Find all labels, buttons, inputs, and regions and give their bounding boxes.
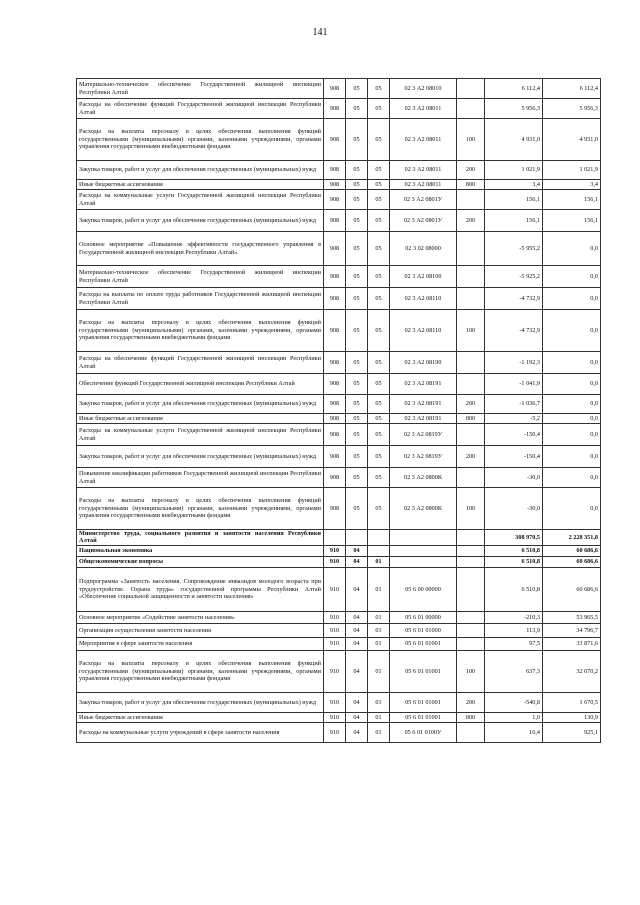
- row-target-article: 02 3 А2 0801У: [390, 210, 457, 232]
- row-subsection: 01: [368, 692, 390, 712]
- row-amount-change: -5 925,2: [485, 266, 543, 288]
- row-description: Мероприятия в сфере занятости населения: [77, 637, 324, 650]
- row-ministry-code: 908: [324, 79, 346, 99]
- row-target-article: 02 3 А2 08190: [390, 352, 457, 374]
- row-subsection: 01: [368, 556, 390, 567]
- row-section: 05: [346, 161, 368, 180]
- table-row: [77, 712, 601, 722]
- row-subsection: 05: [368, 488, 390, 530]
- budget-table-body: [77, 79, 601, 743]
- row-subsection: 05: [368, 395, 390, 414]
- row-subsection: 05: [368, 374, 390, 395]
- row-ministry-code: 908: [324, 414, 346, 424]
- table-row: [77, 210, 601, 232]
- row-amount-change: 113,9: [485, 623, 543, 637]
- row-amount-change: 6 510,8: [485, 545, 543, 556]
- row-subsection: 05: [368, 424, 390, 446]
- row-subsection: 05: [368, 99, 390, 119]
- row-section: 05: [346, 395, 368, 414]
- row-target-article: 02 3 А2 0819У: [390, 424, 457, 446]
- row-expense-type: [457, 99, 485, 119]
- row-target-article: 02 3 А2 08011: [390, 180, 457, 190]
- row-description: Организация осуществления занятости населения: [77, 623, 324, 637]
- row-section: 05: [346, 488, 368, 530]
- row-section: 05: [346, 99, 368, 119]
- row-amount-total: 1 021,9: [543, 161, 601, 180]
- row-target-article: [390, 545, 457, 556]
- row-section: 04: [346, 567, 368, 611]
- row-expense-type: 200: [457, 395, 485, 414]
- row-amount-change: 308 970,5: [485, 530, 543, 546]
- row-ministry-code: 910: [324, 611, 346, 623]
- row-target-article: 02 3 А2 08110: [390, 288, 457, 310]
- table-row: [77, 180, 601, 190]
- row-description: Расходы на обеспечение функций Государственной жилищной инспекции Республики Алтай: [77, 352, 324, 374]
- row-section: 05: [346, 424, 368, 446]
- row-ministry-code: 908: [324, 210, 346, 232]
- row-subsection: 05: [368, 310, 390, 352]
- row-amount-change: 1 021,9: [485, 161, 543, 180]
- budget-table: [76, 78, 601, 743]
- row-expense-type: [457, 530, 485, 546]
- row-target-article: 02 3 А2 08010: [390, 79, 457, 99]
- row-amount-change: 4 931,0: [485, 119, 543, 161]
- row-section: 05: [346, 446, 368, 468]
- row-ministry-code: 908: [324, 488, 346, 530]
- row-target-article: 02 3 А2 08191: [390, 374, 457, 395]
- row-subsection: 05: [368, 180, 390, 190]
- row-description: Закупка товаров, работ и услуг для обеспечения государственных (муниципальных) нужд: [77, 446, 324, 468]
- row-section: 04: [346, 692, 368, 712]
- table-row: [77, 414, 601, 424]
- table-row: [77, 232, 601, 266]
- row-target-article: [390, 556, 457, 567]
- row-expense-type: [457, 288, 485, 310]
- row-target-article: 05 6 01 01001: [390, 712, 457, 722]
- row-description: Материально-техническое обеспечение Государственной жилищной инспекции Республики Алтай: [77, 266, 324, 288]
- row-section: 04: [346, 712, 368, 722]
- row-section: 04: [346, 637, 368, 650]
- row-description: Расходы на обеспечение функций Государственной жилищной инспекции Республики Алтай: [77, 99, 324, 119]
- row-amount-change: -5 955,2: [485, 232, 543, 266]
- row-section: 04: [346, 623, 368, 637]
- row-ministry-code: 908: [324, 190, 346, 210]
- row-subsection: 05: [368, 414, 390, 424]
- row-ministry-code: 910: [324, 692, 346, 712]
- table-row: [77, 623, 601, 637]
- row-subsection: 05: [368, 446, 390, 468]
- row-description: Министерство труда, социального развития и занятости населения Республики Алтай: [77, 530, 324, 546]
- row-target-article: 02 3 А2 08191: [390, 395, 457, 414]
- row-description: Национальная экономика: [77, 545, 324, 556]
- row-description: Иные бюджетные ассигнования: [77, 414, 324, 424]
- row-amount-total: 156,1: [543, 210, 601, 232]
- row-target-article: 05 6 01 01001: [390, 637, 457, 650]
- row-section: 05: [346, 232, 368, 266]
- row-description: Расходы на выплаты персоналу в целях обеспечения выполнения функций государственными (муниципальными) органами, казенными учреждениями, органами управления государственными внебюджетными фондами: [77, 119, 324, 161]
- row-target-article: 05 6 01 01000: [390, 623, 457, 637]
- row-amount-total: 0,0: [543, 468, 601, 488]
- row-amount-change: -540,8: [485, 692, 543, 712]
- row-amount-total: 1 670,5: [543, 692, 601, 712]
- row-ministry-code: 908: [324, 180, 346, 190]
- row-section: 05: [346, 79, 368, 99]
- row-expense-type: [457, 722, 485, 742]
- row-amount-total: 2 228 351,8: [543, 530, 601, 546]
- row-ministry-code: 908: [324, 232, 346, 266]
- row-amount-change: 1,0: [485, 712, 543, 722]
- row-target-article: [390, 530, 457, 546]
- row-expense-type: [457, 190, 485, 210]
- row-expense-type: [457, 623, 485, 637]
- row-expense-type: [457, 637, 485, 650]
- row-amount-total: 156,1: [543, 190, 601, 210]
- table-row: [77, 119, 601, 161]
- row-section: 05: [346, 468, 368, 488]
- row-subsection: 05: [368, 190, 390, 210]
- row-amount-change: 97,5: [485, 637, 543, 650]
- row-section: 05: [346, 414, 368, 424]
- row-amount-change: 6 112,4: [485, 79, 543, 99]
- table-row: [77, 374, 601, 395]
- row-amount-change: -150,4: [485, 424, 543, 446]
- row-description: Закупка товаров, работ и услуг для обеспечения государственных (муниципальных) нужд: [77, 395, 324, 414]
- row-amount-total: 0,0: [543, 232, 601, 266]
- row-ministry-code: 910: [324, 556, 346, 567]
- row-section: 05: [346, 288, 368, 310]
- table-row: [77, 530, 601, 546]
- row-target-article: 05 6 01 01001: [390, 692, 457, 712]
- row-subsection: 01: [368, 722, 390, 742]
- row-amount-total: 0,0: [543, 414, 601, 424]
- row-amount-total: 0,0: [543, 424, 601, 446]
- row-subsection: 05: [368, 468, 390, 488]
- row-amount-change: -30,0: [485, 488, 543, 530]
- row-ministry-code: 908: [324, 288, 346, 310]
- row-amount-change: 16,4: [485, 722, 543, 742]
- row-ministry-code: 910: [324, 623, 346, 637]
- row-ministry-code: [324, 530, 346, 546]
- row-description: Закупка товаров, работ и услуг для обеспечения государственных (муниципальных) нужд: [77, 161, 324, 180]
- row-expense-type: 200: [457, 161, 485, 180]
- row-target-article: 02 3 А2 0819У: [390, 446, 457, 468]
- row-section: 04: [346, 545, 368, 556]
- row-section: 05: [346, 119, 368, 161]
- row-target-article: 02 3 А2 08011: [390, 119, 457, 161]
- table-row: [77, 488, 601, 530]
- table-row: [77, 637, 601, 650]
- row-ministry-code: 908: [324, 161, 346, 180]
- row-section: 04: [346, 556, 368, 567]
- row-target-article: 05 6 01 0100У: [390, 722, 457, 742]
- row-expense-type: 800: [457, 180, 485, 190]
- row-description: Расходы на выплаты персоналу в целях обеспечения выполнения функций государственными (муниципальными) органами, казенными учреждениями, органами управления государственными внебюджетными фондами: [77, 310, 324, 352]
- row-description: Расходы на выплаты по оплате труда работников Государственной жилищной инспекции Республики Алтай: [77, 288, 324, 310]
- row-ministry-code: 910: [324, 650, 346, 692]
- row-expense-type: [457, 424, 485, 446]
- table-row: [77, 650, 601, 692]
- row-description: Закупка товаров, работ и услуг для обеспечения государственных (муниципальных) нужд: [77, 692, 324, 712]
- row-section: [346, 530, 368, 546]
- row-amount-change: -4 732,9: [485, 310, 543, 352]
- table-row: [77, 266, 601, 288]
- row-target-article: 02 3 02 08000: [390, 232, 457, 266]
- row-description: Основное мероприятие «Содействие занятости населения»: [77, 611, 324, 623]
- table-row: [77, 79, 601, 99]
- row-subsection: 01: [368, 650, 390, 692]
- row-ministry-code: 908: [324, 374, 346, 395]
- row-expense-type: [457, 545, 485, 556]
- table-row: [77, 99, 601, 119]
- row-amount-total: 0,0: [543, 352, 601, 374]
- row-ministry-code: 910: [324, 722, 346, 742]
- row-ministry-code: 908: [324, 446, 346, 468]
- row-amount-change: 156,1: [485, 210, 543, 232]
- row-subsection: 01: [368, 623, 390, 637]
- row-subsection: 05: [368, 352, 390, 374]
- row-target-article: 02 3 А2 08011: [390, 161, 457, 180]
- row-target-article: 02 3 А2 0800К: [390, 468, 457, 488]
- row-section: 05: [346, 352, 368, 374]
- row-target-article: 05 6 01 01001: [390, 650, 457, 692]
- row-target-article: 02 3 А2 08110: [390, 310, 457, 352]
- row-section: 04: [346, 650, 368, 692]
- row-description: Расходы на коммунальные услуги Государственной жилищной инспекции Республики Алтай: [77, 190, 324, 210]
- page-number: 141: [312, 27, 328, 38]
- row-ministry-code: 908: [324, 424, 346, 446]
- table-row: [77, 446, 601, 468]
- table-row: [77, 545, 601, 556]
- row-expense-type: [457, 468, 485, 488]
- row-ministry-code: 908: [324, 119, 346, 161]
- table-row: [77, 611, 601, 623]
- row-expense-type: 100: [457, 119, 485, 161]
- row-target-article: 02 3 А2 08011: [390, 99, 457, 119]
- row-subsection: 05: [368, 119, 390, 161]
- row-amount-total: 34 796,7: [543, 623, 601, 637]
- row-description: Расходы на коммунальные услуги Государственной жилищной инспекции Республики Алтай: [77, 424, 324, 446]
- row-expense-type: [457, 611, 485, 623]
- row-description: Основное мероприятие «Повышение эффективности государственного управления в Государственной жилищной инспекции Республики Алтай»: [77, 232, 324, 266]
- row-section: 04: [346, 722, 368, 742]
- row-target-article: 02 3 А2 08191: [390, 414, 457, 424]
- row-target-article: 02 3 А2 08100: [390, 266, 457, 288]
- row-amount-total: 0,0: [543, 266, 601, 288]
- row-subsection: 01: [368, 637, 390, 650]
- table-row: [77, 288, 601, 310]
- row-subsection: 05: [368, 266, 390, 288]
- row-description: Закупка товаров, работ и услуг для обеспечения государственных (муниципальных) нужд: [77, 210, 324, 232]
- table-row: [77, 395, 601, 414]
- row-amount-total: 5 956,3: [543, 99, 601, 119]
- row-expense-type: [457, 567, 485, 611]
- row-expense-type: 100: [457, 650, 485, 692]
- row-expense-type: [457, 352, 485, 374]
- row-expense-type: 100: [457, 488, 485, 530]
- row-amount-change: -1 192,3: [485, 352, 543, 374]
- row-amount-total: 53 965,5: [543, 611, 601, 623]
- row-amount-total: 60 686,6: [543, 567, 601, 611]
- table-row: [77, 190, 601, 210]
- row-target-article: 02 3 А2 0801У: [390, 190, 457, 210]
- row-amount-total: 60 686,6: [543, 545, 601, 556]
- row-ministry-code: 908: [324, 266, 346, 288]
- row-subsection: [368, 545, 390, 556]
- row-expense-type: 200: [457, 210, 485, 232]
- row-amount-change: 637,3: [485, 650, 543, 692]
- row-expense-type: [457, 556, 485, 567]
- row-amount-total: 0,0: [543, 310, 601, 352]
- row-amount-total: 0,0: [543, 488, 601, 530]
- row-subsection: 05: [368, 210, 390, 232]
- row-section: 05: [346, 180, 368, 190]
- row-expense-type: [457, 79, 485, 99]
- row-amount-total: 130,9: [543, 712, 601, 722]
- row-description: Иные бюджетные ассигнования: [77, 712, 324, 722]
- row-description: Обеспечение функций Государственной жилищной инспекции Республики Алтай: [77, 374, 324, 395]
- table-row: [77, 468, 601, 488]
- row-amount-change: 3,4: [485, 180, 543, 190]
- row-section: 05: [346, 210, 368, 232]
- row-description: Расходы на выплаты персоналу в целях обеспечения выполнения функций государственными (муниципальными) органами, казенными учреждениями, органами управления государственными внебюджетными фондами: [77, 488, 324, 530]
- row-amount-total: 925,1: [543, 722, 601, 742]
- row-section: 05: [346, 190, 368, 210]
- row-section: 05: [346, 374, 368, 395]
- row-subsection: [368, 530, 390, 546]
- row-expense-type: 200: [457, 446, 485, 468]
- row-amount-change: 156,1: [485, 190, 543, 210]
- row-subsection: 01: [368, 611, 390, 623]
- row-expense-type: [457, 374, 485, 395]
- row-amount-change: 6 510,8: [485, 556, 543, 567]
- row-expense-type: 800: [457, 414, 485, 424]
- row-description: Иные бюджетные ассигнования: [77, 180, 324, 190]
- row-subsection: 01: [368, 567, 390, 611]
- row-amount-total: 33 871,6: [543, 637, 601, 650]
- row-expense-type: 200: [457, 692, 485, 712]
- row-amount-total: 6 112,4: [543, 79, 601, 99]
- row-amount-change: -210,3: [485, 611, 543, 623]
- row-description: Общеэкономические вопросы: [77, 556, 324, 567]
- row-ministry-code: 908: [324, 468, 346, 488]
- row-amount-change: 6 510,8: [485, 567, 543, 611]
- row-target-article: 05 6 01 00000: [390, 611, 457, 623]
- row-description: Расходы на выплаты персоналу в целях обеспечения выполнения функций государственными (муниципальными) органами, казенными учреждениями, органами управления государственными внебюджетными фондами: [77, 650, 324, 692]
- row-ministry-code: 908: [324, 310, 346, 352]
- row-ministry-code: 908: [324, 99, 346, 119]
- row-subsection: 01: [368, 712, 390, 722]
- row-ministry-code: 910: [324, 712, 346, 722]
- row-ministry-code: 910: [324, 567, 346, 611]
- row-expense-type: 100: [457, 310, 485, 352]
- table-row: [77, 567, 601, 611]
- row-amount-total: 3,4: [543, 180, 601, 190]
- row-amount-change: -1 041,9: [485, 374, 543, 395]
- row-subsection: 05: [368, 288, 390, 310]
- row-target-article: 02 3 А2 0800К: [390, 488, 457, 530]
- row-amount-total: 0,0: [543, 374, 601, 395]
- row-description: Повышение квалификации работников Государственной жилищной инспекции Республики Алтай: [77, 468, 324, 488]
- table-row: [77, 161, 601, 180]
- row-amount-change: -30,0: [485, 468, 543, 488]
- table-row: [77, 556, 601, 567]
- row-ministry-code: 908: [324, 352, 346, 374]
- row-amount-total: 0,0: [543, 395, 601, 414]
- table-row: [77, 352, 601, 374]
- row-subsection: 05: [368, 161, 390, 180]
- row-expense-type: [457, 232, 485, 266]
- row-ministry-code: 910: [324, 637, 346, 650]
- row-expense-type: 800: [457, 712, 485, 722]
- row-amount-change: -150,4: [485, 446, 543, 468]
- row-subsection: 05: [368, 79, 390, 99]
- table-row: [77, 424, 601, 446]
- row-section: 04: [346, 611, 368, 623]
- row-target-article: 05 6 00 00000: [390, 567, 457, 611]
- row-description: Расходы на коммунальные услуги учреждений в сфере занятости населения: [77, 722, 324, 742]
- row-amount-total: 0,0: [543, 446, 601, 468]
- row-amount-total: 4 931,0: [543, 119, 601, 161]
- row-section: 05: [346, 310, 368, 352]
- row-section: 05: [346, 266, 368, 288]
- row-subsection: 05: [368, 232, 390, 266]
- row-expense-type: [457, 266, 485, 288]
- row-description: Подпрограмма «Занятость населения. Сопровождение инвалидов молодого возраста при трудоустройстве. Охрана труда» государственной программы Республики Алтай «Обеспечение социальной защищенности и занятости населения»: [77, 567, 324, 611]
- row-amount-change: -1 036,7: [485, 395, 543, 414]
- row-ministry-code: 910: [324, 545, 346, 556]
- row-amount-total: 60 686,6: [543, 556, 601, 567]
- table-row: [77, 310, 601, 352]
- row-ministry-code: 908: [324, 395, 346, 414]
- row-amount-total: 32 070,2: [543, 650, 601, 692]
- row-description: Материально-техническое обеспечение Государственной жилищной инспекции Республики Алтай: [77, 79, 324, 99]
- table-row: [77, 722, 601, 742]
- row-amount-change: 5 956,3: [485, 99, 543, 119]
- row-amount-change: -5,2: [485, 414, 543, 424]
- row-amount-total: 0,0: [543, 288, 601, 310]
- table-row: [77, 692, 601, 712]
- row-amount-change: -4 732,9: [485, 288, 543, 310]
